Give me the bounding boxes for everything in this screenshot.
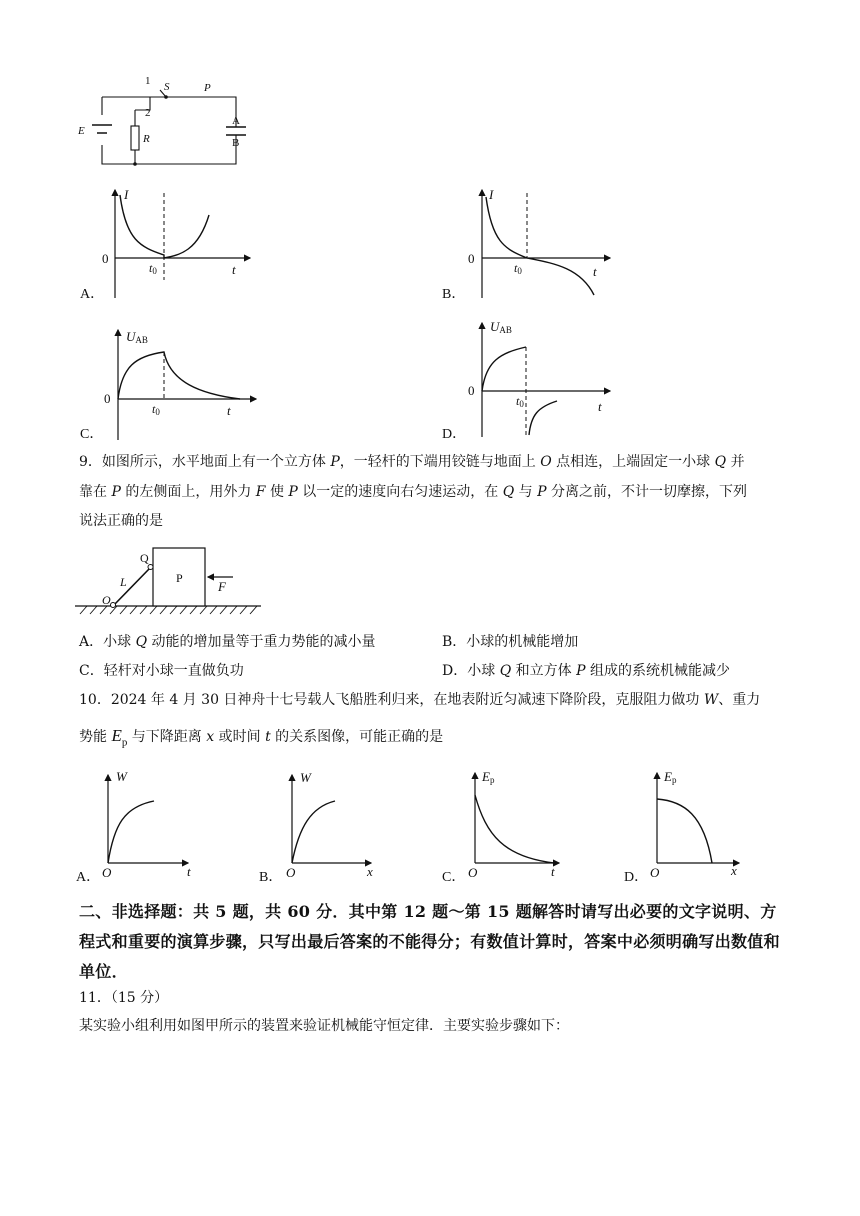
q9-option-b: B．小球的机械能增加 (442, 634, 579, 650)
graph-8a-ylabel: I (124, 187, 129, 202)
graph-10b-ylabel: W (300, 770, 311, 785)
graph-10d-xlabel: x (731, 863, 737, 878)
q9-option-a: A．小球 Q 动能的增加量等于重力势能的减小量 (79, 634, 376, 650)
graph-8d-ylabel: UAB (490, 319, 512, 335)
q11-number: 11．（15 分） (79, 990, 169, 1006)
q9-option-d: D．小球 Q 和立方体 P 组成的系统机械能减少 (442, 663, 730, 679)
graph-8d-xlabel: t (598, 399, 602, 414)
graph-10d (624, 765, 754, 885)
section-2-heading: 二、非选择题：共 5 题，共 60 分．其中第 12 题～第 15 题解答时请写出必要的文字说明、方程式和重要的演算步骤，只写出最后答案的不能得分；有数值计算时，答案中必须明确写出数值和单位． (79, 902, 780, 981)
graph-8c-option: C． (80, 427, 104, 442)
q10-stem-line2: 势能 $E_p$ 与下降距离 x 或时间 t 的关系图像，可能正确的是 (79, 726, 444, 749)
graph-10c-ylabel: Ep (482, 769, 495, 785)
q9-stem-line2: 靠在 P 的左侧面上，用外力 F 使 P 以一定的速度向右匀速运动，在 Q 与 P 分离之前，不计一切摩擦，下列 (79, 484, 747, 500)
graph-10d-ylabel: Ep (664, 769, 677, 785)
graph-8a-option: A． (80, 287, 105, 302)
graph-8d (442, 315, 642, 442)
q9-fig-l: L (120, 575, 127, 589)
graph-8b-xlabel: t (593, 264, 597, 279)
circuit-label-s: S (164, 81, 170, 93)
graph-8b-option: B． (442, 287, 466, 302)
circuit-label-1: 1 (145, 75, 151, 87)
graph-8d-t0: t0 (516, 394, 524, 409)
graph-8c (80, 322, 280, 442)
q9-stem-line1: 9．如图所示，水平地面上有一个立方体 P，一轻杆的下端用铰链与地面上 O 点相连，上端固定一小球 Q 并 (79, 454, 745, 470)
graph-10a (76, 765, 206, 885)
graph-8a-zero: 0 (102, 251, 109, 266)
graph-10c-xlabel: t (551, 864, 555, 879)
graph-10b (259, 765, 389, 885)
graph-8c-ylabel: UAB (126, 329, 148, 345)
q9-figure (75, 542, 265, 617)
circuit-label-2: 2 (145, 107, 151, 119)
graph-10b-xlabel: x (367, 864, 373, 879)
graph-8a-xlabel: t (232, 262, 236, 277)
circuit-label-a: A (232, 115, 240, 127)
q9-fig-f: F (218, 579, 226, 594)
graph-10b-option: B． (259, 870, 283, 885)
graph-8d-zero: 0 (468, 383, 475, 398)
graph-8b-zero: 0 (468, 251, 475, 266)
q9-fig-q: Q (140, 551, 149, 565)
graph-10d-origin: O (650, 865, 660, 880)
q9-fig-p: P (176, 571, 183, 585)
graph-10a-ylabel: W (116, 769, 127, 784)
circuit-diagram (70, 70, 270, 170)
graph-10c (442, 765, 572, 885)
q11-text: 某实验小组利用如图甲所示的装置来验证机械能守恒定律．主要实验步骤如下： (79, 1018, 569, 1034)
circuit-label-p: P (204, 82, 211, 94)
graph-8b-t0: t0 (514, 261, 522, 276)
graph-10d-option: D． (624, 870, 649, 885)
graph-10c-option: C． (442, 870, 466, 885)
graph-10a-option: A． (76, 870, 101, 885)
graph-8b (442, 185, 642, 300)
circuit-label-b: B (232, 137, 240, 149)
q9-option-c: C．轻杆对小球一直做负功 (79, 663, 244, 679)
graph-8b-ylabel: I (489, 187, 494, 202)
graph-8a-t0: t0 (149, 261, 157, 276)
graph-10b-origin: O (286, 865, 296, 880)
graph-8c-xlabel: t (227, 403, 231, 418)
circuit-label-r: R (143, 133, 150, 145)
graph-8c-zero: 0 (104, 391, 111, 406)
graph-8c-t0: t0 (152, 402, 160, 417)
q9-fig-o: O (102, 593, 111, 607)
q9-stem-line3: 说法正确的是 (79, 513, 163, 529)
q10-stem-line1: 10．2024 年 4 月 30 日神舟十七号载人飞船胜利归来，在地表附近匀减速下降阶段，克服阻力做功 W、重力 (79, 692, 761, 708)
graph-8a (80, 185, 280, 300)
graph-8d-option: D． (442, 427, 467, 442)
graph-10a-origin: O (102, 865, 112, 880)
circuit-label-e: E (78, 125, 85, 137)
graph-10a-xlabel: t (187, 864, 191, 879)
graph-10c-origin: O (468, 865, 478, 880)
